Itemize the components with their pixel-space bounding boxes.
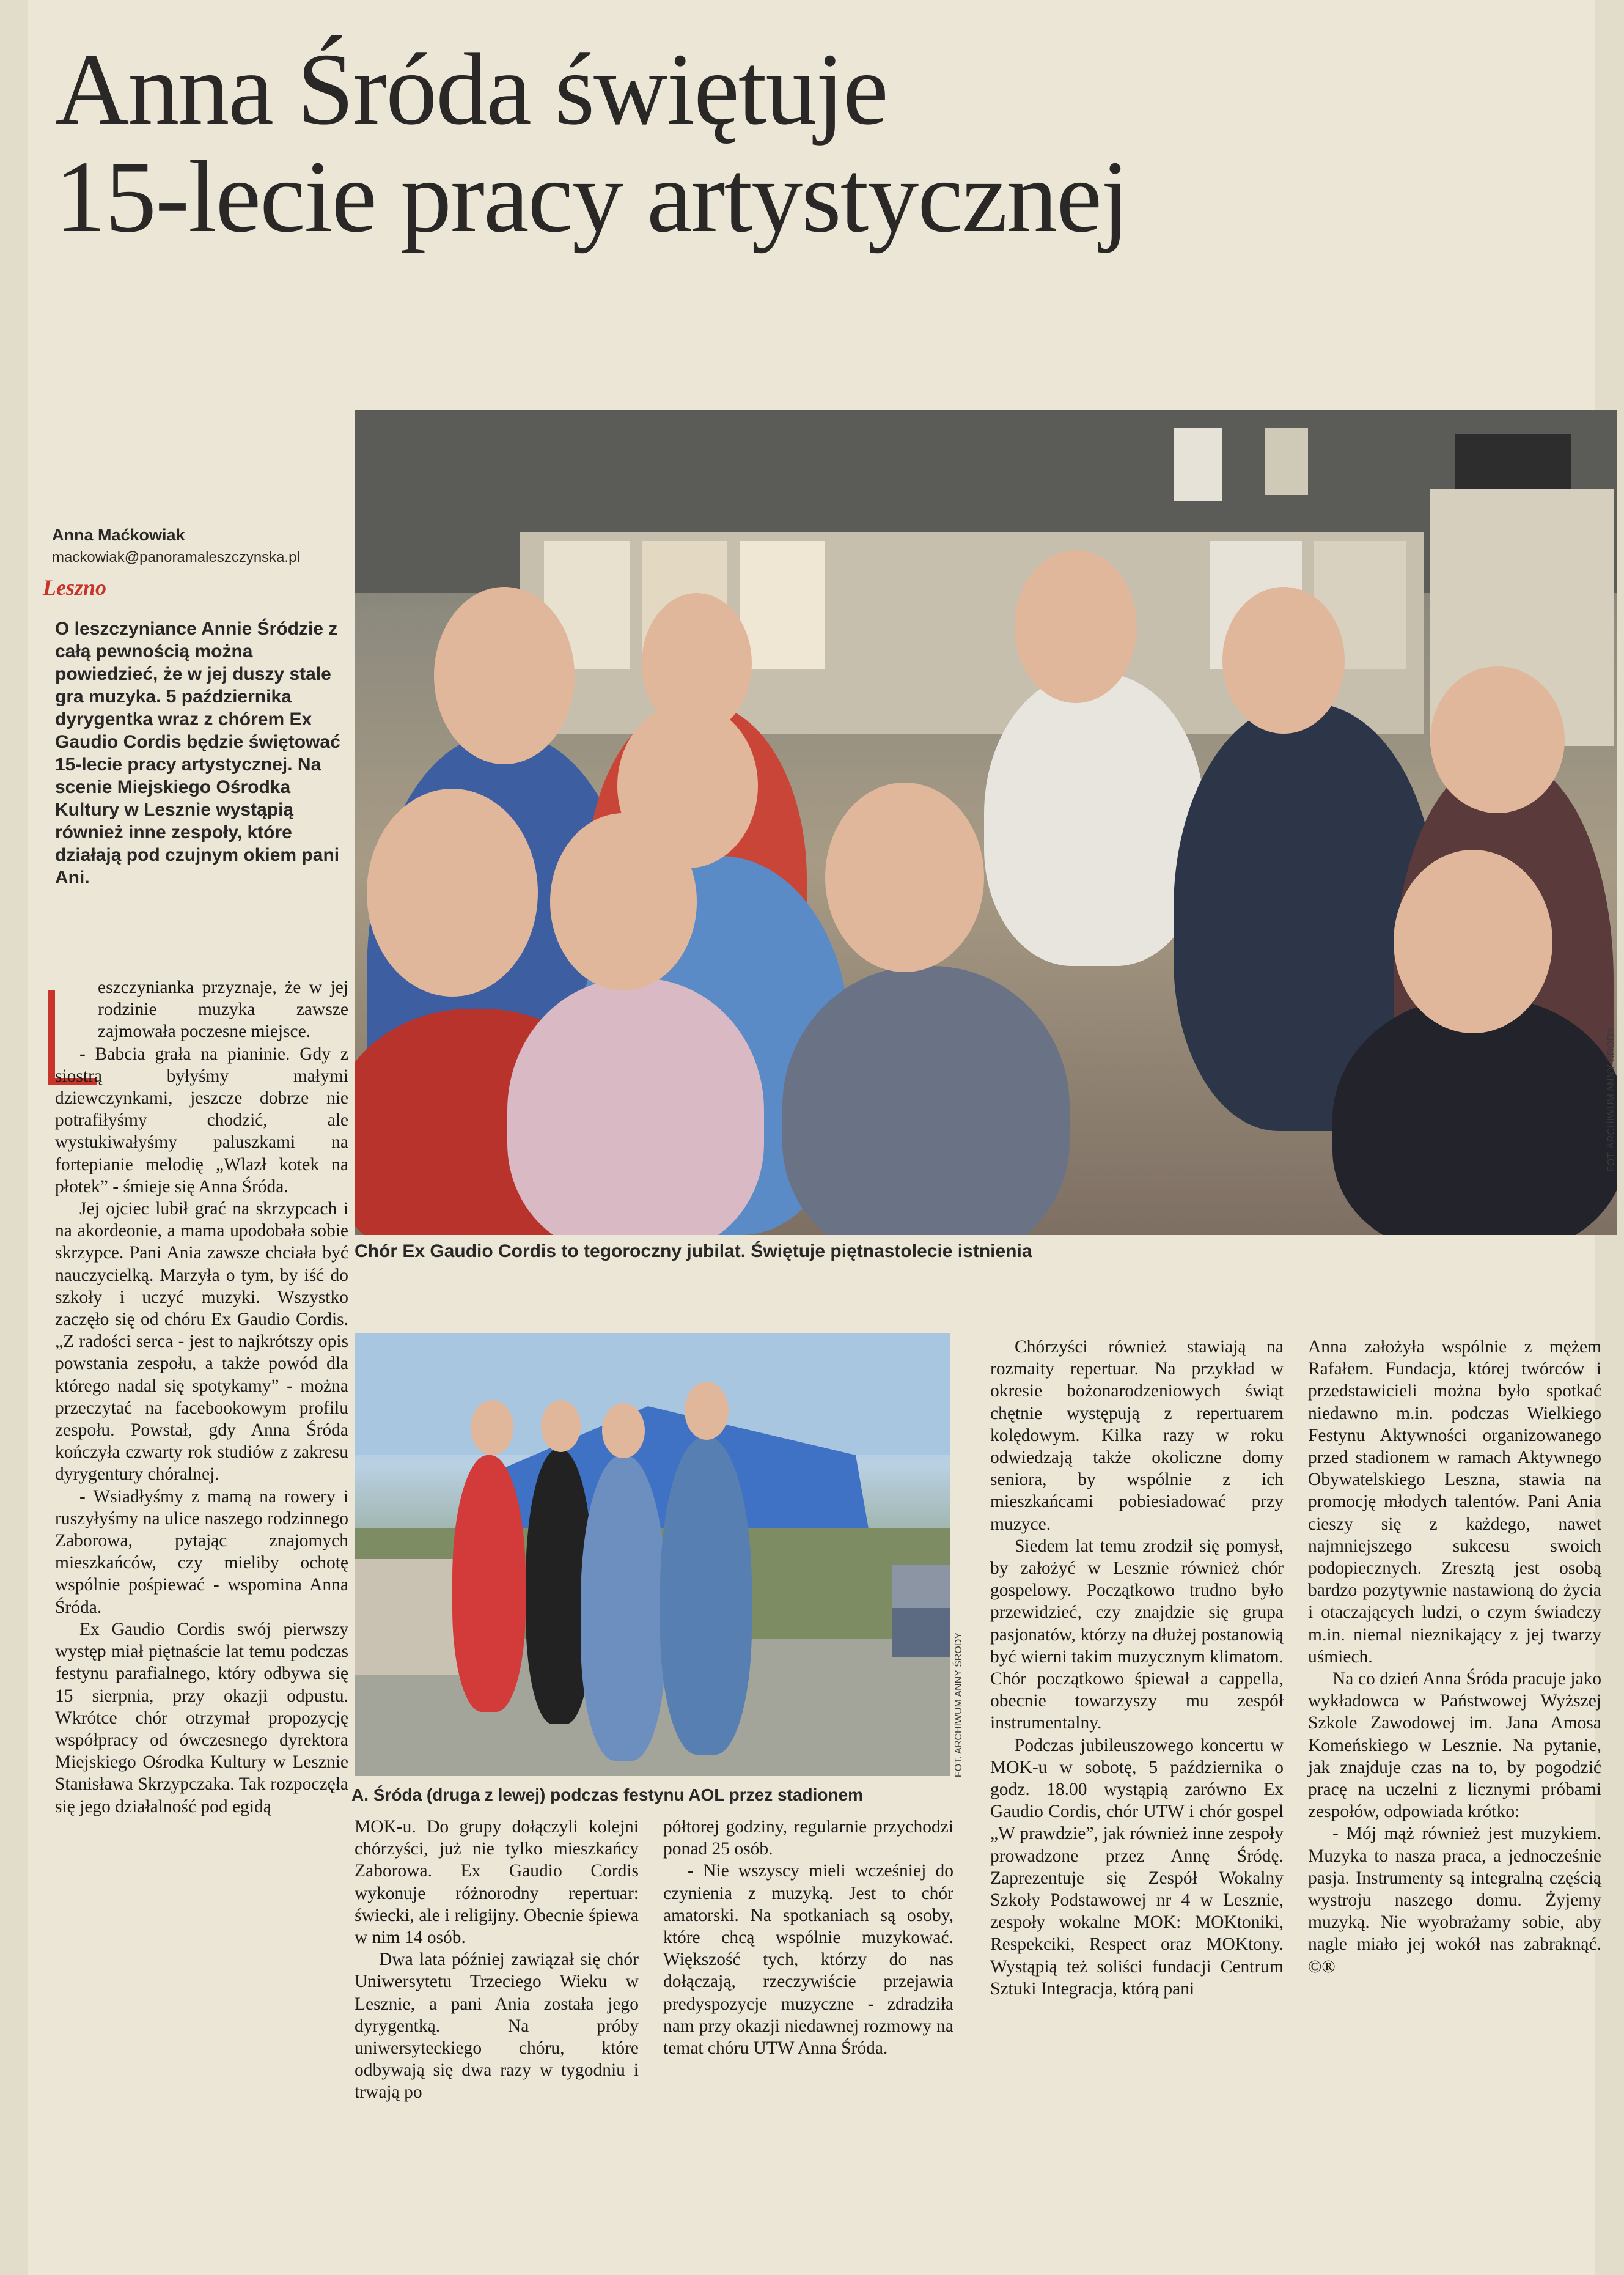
person-face	[1394, 850, 1552, 1033]
column-1	[55, 976, 348, 1818]
paragraph: Anna założyła wspólnie z mężem Rafałem. Fundacja, której twórców i przedstawicieli można było spotkać niedawno m.in. podczas Wielkiego Festynu Aktywności organizowanego przed stadionem w ramach Aktywnego Obywatelskiego Leszna, stawia na promocję młodych talentów. Pani Ania cieszy się z każdego, nawet najmniejszego sukcesu swoich podopiecznych. Zresztą jest osobą bardzo pozytywnie nastawioną do życia i otaczających ludzi, o czym świadczy m.in. niemal nieznikający z jej twarzy uśmiech.	[1308, 1337, 1601, 1667]
person-red-top	[452, 1455, 526, 1712]
person-face	[685, 1382, 729, 1440]
paragraph: MOK-u. Do grupy dołączyli kolejni chórzyści, już nie tylko mieszkańcy Zaborowa. Ex Gaudio Cordis wykonuje różnorodny repertuar: świecki, ale i religijny. Obecnie śpiewa w nim 14 osób.	[355, 1817, 639, 1948]
person-face	[1222, 587, 1345, 734]
dropcap-l-vertical	[48, 990, 55, 1085]
person-face	[825, 783, 984, 972]
festival-photo-caption: A. Śróda (druga z lewej) podczas festynu AOL przez stadionem	[351, 1785, 864, 1804]
person-face	[550, 813, 697, 990]
person-grey-top	[782, 966, 1070, 1235]
main-photo-credit: FOT. ARCHIWUM ANNY ŚRODY	[1606, 1027, 1617, 1173]
paragraph: Podczas jubileuszowego koncertu w MOK-u w sobotę, 5 października o godz. 18.00 wystąpią zarówno Ex Gaudio Cordis, chór UTW i chór gospel „W prawdzie”, jak również inne zespoły prowadzone przez Annę Śródę. Zaprezentuje się Zespół Wokalny Szkoły Podstawowej nr 4 w Lesznie, zespoły wokalne MOK: MOKtoniki, Respekciki, Respect oraz MOKtony. Wystąpią też soliści fundacji Centrum Sztuki Integracja, którą pani	[990, 1735, 1284, 1999]
paragraph: Ex Gaudio Cordis swój pierwszy występ miał piętnaście lat temu podczas festynu parafialnego, który odbywa się 15 sierpnia, przy okazji odpustu. Wkrótce chór otrzymał propozycję współpracy od ówczesnego dyrektora Miejskiego Ośrodka Kultury w Lesznie Stanisława Skrzypczaka. Tak rozpoczęła się jego działalność pod egidą	[55, 1619, 348, 1816]
paragraph: Siedem lat temu zrodził się pomysł, by założyć w Lesznie również chór gospelowy. Początkowo trudno było przewidzieć, czy znajdzie się grupa pasjonatów, którzy na dłużej postanowią być wierni takim muzycznym klimatom. Chór początkowo śpiewał a cappella, obecnie towarzyszy mu zespół instrumentalny.	[990, 1536, 1284, 1733]
main-photo-caption: Chór Ex Gaudio Cordis to tegoroczny jubilat. Świętuje piętnastolecie istnienia	[355, 1241, 1032, 1261]
paragraph: - Babcia grała na pianinie. Gdy z siostrą byłyśmy małymi dziewczynkami, jeszcze dobrze nie potrafiłyśmy chodzić, ale wystukiwałyśmy paluszkami na fortepianie melodię „Wlazł kotek na płotek” - śmieje się Anna Śróda.	[55, 1044, 348, 1196]
column-4	[990, 1336, 1284, 2000]
paragraph: Dwa lata później zawiązał się chór Uniwersytetu Trzeciego Wieku w Lesznie, a pani Ania została jego dyrygentką. Na próby uniwersyteckiego chóru, które odbywają się dwa razy w tygodniu i trwają po	[355, 1950, 639, 2103]
person-face	[1015, 550, 1137, 703]
column-3	[663, 1816, 953, 2059]
person-white-blouse	[984, 673, 1204, 966]
paragraph: Jej ojciec lubił grać na skrzypcach i na akordeonie, a mama upodobała sobie skrzypce. Pani Ania zawsze chciała być nauczycielką. Marzyła o tym, by iść do szkoły i uczyć muzyki. Wszystko zaczęło się od chóru Ex Gaudio Cordis. „Z radości serca - jest to najkrótszy opis powstania zespołu, a także powód dla którego nadal się spotykamy” - można przeczytać na facebookowym profilu zespołu. Powstał, gdy Anna Śróda kończyła czwarty rok studiów z zakresu dyrygentury chóralnej.	[55, 1199, 348, 1484]
paragraph: Na co dzień Anna Śróda pracuje jako wykładowca w Państwowej Wyższej Szkole Zawodowej im. Jana Amosa Komeńskiego w Lesznie. Na pytanie, jak znajduje czas na to, by pogodzić pracę na uczelni z licznymi próbami zespołów, odpowiada krótko:	[1308, 1669, 1601, 1822]
headline-line-1: Anna Śróda świętuje	[55, 32, 887, 146]
person-pink-sweater	[507, 978, 764, 1235]
main-photo	[355, 410, 1617, 1235]
left-bleed-strip	[0, 0, 28, 2275]
paragraph: - Nie wszyscy mieli wcześniej do czynienia z muzyką. Jest to chór amatorski. Na spotkaniach są osoby, które chcą wspólnie muzykować. Większość tych, którzy do nas dołączają, rzeczywiście przejawia predyspozycje muzyczne - zdradziła nam przy okazji niedawnej rozmowy na temat chóru UTW Anna Śróda.	[663, 1861, 953, 2059]
paragraph: - Mój mąż również jest muzykiem. Muzyka to nasza praca, a jednocześnie pasja. Instrumenty są integralną częścią wystroju naszego domu. Żyjemy muzyką. Nie wyobrażamy sobie, aby nagle miało jej wokół nas zabraknąć. ©®	[1308, 1824, 1601, 1977]
person-face	[434, 587, 575, 764]
person-face	[1430, 666, 1565, 813]
person-face	[541, 1400, 581, 1452]
person-face	[602, 1403, 645, 1458]
person-denim-jacket	[660, 1437, 752, 1755]
dateline-location: Leszno	[43, 575, 107, 600]
festival-photo	[355, 1333, 950, 1776]
column-2	[355, 1816, 639, 2104]
author-email: mackowiak@panoramaleszczynska.pl	[52, 549, 300, 566]
paragraph: - Wsiadłyśmy z mamą na rowery i ruszyłyśmy na ulice naszego rodzinnego Zaborowa, pytając znajomych mieszkańców, czy mieliby ochotę wspólnie pośpiewać - wspomina Anna Śróda.	[55, 1486, 348, 1617]
paragraph: Chórzyści również stawiają na rozmaity repertuar. Na przykład w okresie bożonarodzeniowych świąt chętnie występują z repertuarem kolędowym. Kilka razy w roku odwiedzają także okoliczne domy seniora, by wspólnie z ich mieszkańcami pobiesiadować przy muzyce.	[990, 1337, 1284, 1534]
festival-photo-credit: FOT. ARCHIWUM ANNY ŚRODY	[953, 1632, 964, 1778]
paragraph: eszczynianka przyznaje, że w jej rodzinie muzyka zawsze zajmowała poczesne miejsce.	[98, 978, 348, 1042]
author-name: Anna Maćkowiak	[52, 526, 185, 544]
headline	[55, 32, 1192, 254]
article-lead: O leszczyniance Annie Śródzie z całą pewnością można powiedzieć, że w jej duszy stale gra muzyka. 5 października dyrygentka wraz z chórem Ex Gaudio Cordis będzie świętować 15-lecie pracy artystycznej. Na scenie Miejskiego Ośrodka Kultury w Lesznie wystąpią również inne zespoły, które działają pod czujnym okiem pani Ani.	[55, 619, 340, 888]
column-5	[1308, 1336, 1601, 1978]
headline-line-2: 15-lecie pracy artystycznej	[55, 140, 1128, 254]
person-face	[471, 1400, 513, 1455]
person-striped-shirt	[581, 1455, 666, 1761]
person-face	[367, 789, 538, 997]
paragraph: półtorej godziny, regularnie przychodzi ponad 25 osób.	[663, 1817, 953, 1859]
